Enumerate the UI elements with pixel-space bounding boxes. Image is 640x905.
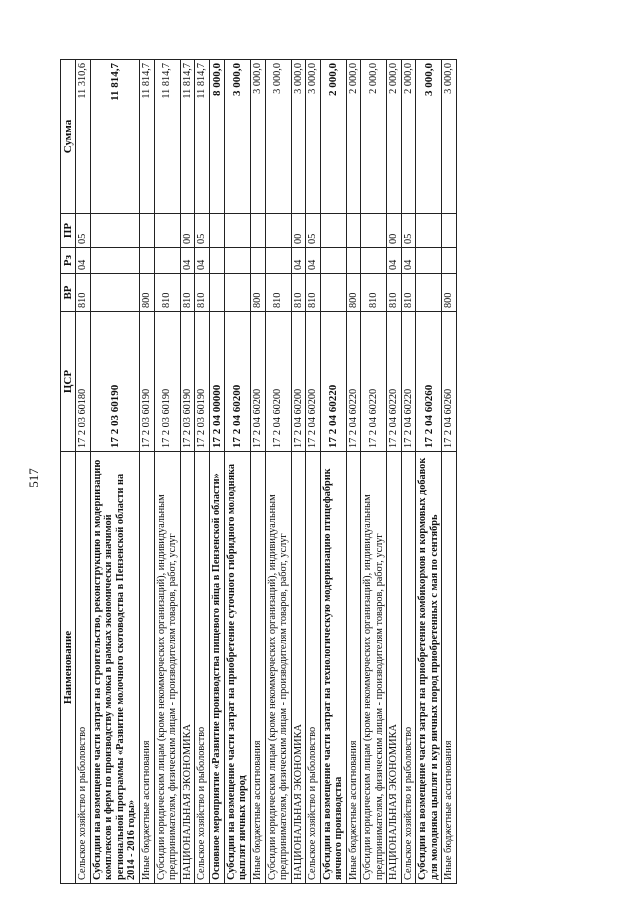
rotated-table-container — [60, 60, 618, 884]
csr-cell: 17 2 03 60190 — [195, 312, 210, 452]
name-cell: Субсидии юридическим лицам (кроме некоммерческих организаций), индивидуальным предпринимателям, физическим лицам - производителям товаров, работ, услуг — [361, 452, 387, 884]
pr-cell: 05 — [306, 214, 321, 248]
name-cell: Субсидии на возмещение части затрат на приобретение комбикормов и кормовых добавок для молодняка цыплят и кур яичных пород приобретенных с мая по сентябрь — [416, 452, 442, 884]
pr-cell — [90, 214, 139, 248]
sum-cell: 3 000,0 — [251, 60, 266, 214]
rz-cell — [224, 248, 250, 274]
pr-cell: 05 — [401, 214, 416, 248]
table-row — [320, 60, 346, 884]
csr-cell: 17 2 04 60220 — [361, 312, 387, 452]
pr-cell: 05 — [76, 214, 91, 248]
name-cell: Иные бюджетные ассигнования — [346, 452, 361, 884]
header-csr: ЦСР — [61, 312, 76, 452]
csr-cell: 17 2 03 60190 — [180, 312, 195, 452]
header-pr: ПР — [61, 214, 76, 248]
sum-cell: 2 000,0 — [346, 60, 361, 214]
csr-cell: 17 2 04 60200 — [251, 312, 266, 452]
pr-cell — [224, 214, 250, 248]
pr-cell — [416, 214, 442, 248]
table-row — [154, 60, 180, 884]
table-row — [224, 60, 250, 884]
vr-cell: 810 — [291, 274, 306, 312]
csr-cell: 17 2 04 60200 — [306, 312, 321, 452]
header-rz: Рз — [61, 248, 76, 274]
rz-cell — [442, 248, 457, 274]
table-row — [195, 60, 210, 884]
header-sum: Сумма — [61, 60, 76, 214]
table-row — [416, 60, 442, 884]
pr-cell — [442, 214, 457, 248]
rz-cell: 04 — [291, 248, 306, 274]
pr-cell — [209, 214, 224, 248]
name-cell: НАЦИОНАЛЬНАЯ ЭКОНОМИКА — [180, 452, 195, 884]
vr-cell — [90, 274, 139, 312]
sum-cell: 11 814,7 — [154, 60, 180, 214]
table-row — [361, 60, 387, 884]
vr-cell: 810 — [361, 274, 387, 312]
pr-cell — [361, 214, 387, 248]
sum-cell: 3 000,0 — [416, 60, 442, 214]
rz-cell: 04 — [387, 248, 402, 274]
name-cell: Субсидии на возмещение части затрат на приобретение суточного гибридного молодняка цыплят яичных пород — [224, 452, 250, 884]
sum-cell: 2 000,0 — [401, 60, 416, 214]
vr-cell: 810 — [76, 274, 91, 312]
sum-cell: 2 000,0 — [361, 60, 387, 214]
pr-cell — [265, 214, 291, 248]
pr-cell: 00 — [180, 214, 195, 248]
pr-cell — [154, 214, 180, 248]
rz-cell: 04 — [401, 248, 416, 274]
name-cell: Субсидии юридическим лицам (кроме некоммерческих организаций), индивидуальным предпринимателям, физическим лицам - производителям товаров, работ, услуг — [154, 452, 180, 884]
name-cell: НАЦИОНАЛЬНАЯ ЭКОНОМИКА — [387, 452, 402, 884]
rz-cell — [251, 248, 266, 274]
table-row — [346, 60, 361, 884]
name-cell: Субсидии юридическим лицам (кроме некоммерческих организаций), индивидуальным предпринимателям, физическим лицам - производителям товаров, работ, услуг — [265, 452, 291, 884]
name-cell: Сельское хозяйство и рыболовство — [195, 452, 210, 884]
csr-cell: 17 2 03 60180 — [76, 312, 91, 452]
name-cell: Основное мероприятие «Развитие производства пищевого яйца в Пензенской области» — [209, 452, 224, 884]
budget-table — [60, 59, 457, 884]
sum-cell: 3 000,0 — [442, 60, 457, 214]
vr-cell — [209, 274, 224, 312]
vr-cell — [416, 274, 442, 312]
name-cell: Иные бюджетные ассигнования — [442, 452, 457, 884]
vr-cell — [224, 274, 250, 312]
vr-cell: 810 — [195, 274, 210, 312]
pr-cell — [346, 214, 361, 248]
vr-cell: 810 — [387, 274, 402, 312]
rz-cell — [90, 248, 139, 274]
table-row — [401, 60, 416, 884]
name-cell: Сельское хозяйство и рыболовство — [76, 452, 91, 884]
name-cell: Субсидии на возмещение части затрат на строительство, реконструкцию и модернизацию комплексов и ферм по производству молока в рамках экономически значимой региональной программы «Развитие молочного скотоводства в Пензенской области на 2014 - 2016 годы» — [90, 452, 139, 884]
rz-cell — [265, 248, 291, 274]
vr-cell: 810 — [154, 274, 180, 312]
vr-cell: 810 — [401, 274, 416, 312]
sum-cell: 11 814,7 — [90, 60, 139, 214]
table-row — [442, 60, 457, 884]
pr-cell: 00 — [387, 214, 402, 248]
table-row — [251, 60, 266, 884]
table-row — [90, 60, 139, 884]
name-cell: Иные бюджетные ассигнования — [139, 452, 154, 884]
table-row — [265, 60, 291, 884]
pr-cell — [139, 214, 154, 248]
csr-cell: 17 2 04 60260 — [416, 312, 442, 452]
table-header-row — [61, 60, 76, 884]
pr-cell — [251, 214, 266, 248]
csr-cell: 17 2 03 60190 — [154, 312, 180, 452]
rz-cell: 04 — [195, 248, 210, 274]
rz-cell — [346, 248, 361, 274]
pr-cell: 00 — [291, 214, 306, 248]
sum-cell: 2 000,0 — [320, 60, 346, 214]
vr-cell — [320, 274, 346, 312]
sum-cell: 2 000,0 — [387, 60, 402, 214]
csr-cell: 17 2 04 60260 — [442, 312, 457, 452]
vr-cell: 800 — [139, 274, 154, 312]
vr-cell: 800 — [346, 274, 361, 312]
name-cell: Субсидии на возмещение части затрат на технологическую модернизацию птицефабрик яичного производства — [320, 452, 346, 884]
rz-cell — [416, 248, 442, 274]
csr-cell: 17 2 04 60220 — [387, 312, 402, 452]
sum-cell: 3 000,0 — [291, 60, 306, 214]
sum-cell: 3 000,0 — [224, 60, 250, 214]
sum-cell: 8 000,0 — [209, 60, 224, 214]
rz-cell — [361, 248, 387, 274]
header-vr: ВР — [61, 274, 76, 312]
header-name: Наименование — [61, 452, 76, 884]
csr-cell: 17 2 04 60220 — [346, 312, 361, 452]
csr-cell: 17 2 04 60220 — [320, 312, 346, 452]
table-body — [76, 60, 457, 884]
name-cell: Сельское хозяйство и рыболовство — [306, 452, 321, 884]
rz-cell: 04 — [306, 248, 321, 274]
csr-cell: 17 2 04 00000 — [209, 312, 224, 452]
rz-cell — [209, 248, 224, 274]
rz-cell: 04 — [76, 248, 91, 274]
sum-cell: 11 814,7 — [180, 60, 195, 214]
sum-cell: 11 814,7 — [195, 60, 210, 214]
pr-cell — [320, 214, 346, 248]
sum-cell: 11 814,7 — [139, 60, 154, 214]
name-cell: НАЦИОНАЛЬНАЯ ЭКОНОМИКА — [291, 452, 306, 884]
rz-cell — [154, 248, 180, 274]
rz-cell — [139, 248, 154, 274]
sum-cell: 3 000,0 — [265, 60, 291, 214]
csr-cell: 17 2 03 60190 — [139, 312, 154, 452]
vr-cell: 800 — [442, 274, 457, 312]
page-number: 517 — [25, 468, 41, 488]
csr-cell: 17 2 04 60200 — [291, 312, 306, 452]
table-row — [291, 60, 306, 884]
table-row — [387, 60, 402, 884]
csr-cell: 17 2 04 60220 — [401, 312, 416, 452]
name-cell: Иные бюджетные ассигнования — [251, 452, 266, 884]
table-row — [209, 60, 224, 884]
rz-cell: 04 — [180, 248, 195, 274]
name-cell: Сельское хозяйство и рыболовство — [401, 452, 416, 884]
vr-cell: 810 — [180, 274, 195, 312]
sum-cell: 3 000,0 — [306, 60, 321, 214]
sum-cell: 11 310,6 — [76, 60, 91, 214]
table-row — [76, 60, 91, 884]
table-row — [306, 60, 321, 884]
table-row — [139, 60, 154, 884]
csr-cell: 17 2 04 60200 — [265, 312, 291, 452]
csr-cell: 17 2 04 60200 — [224, 312, 250, 452]
vr-cell: 800 — [251, 274, 266, 312]
pr-cell: 05 — [195, 214, 210, 248]
rz-cell — [320, 248, 346, 274]
vr-cell: 810 — [306, 274, 321, 312]
csr-cell: 17 2 03 60190 — [90, 312, 139, 452]
table-row — [180, 60, 195, 884]
vr-cell: 810 — [265, 274, 291, 312]
